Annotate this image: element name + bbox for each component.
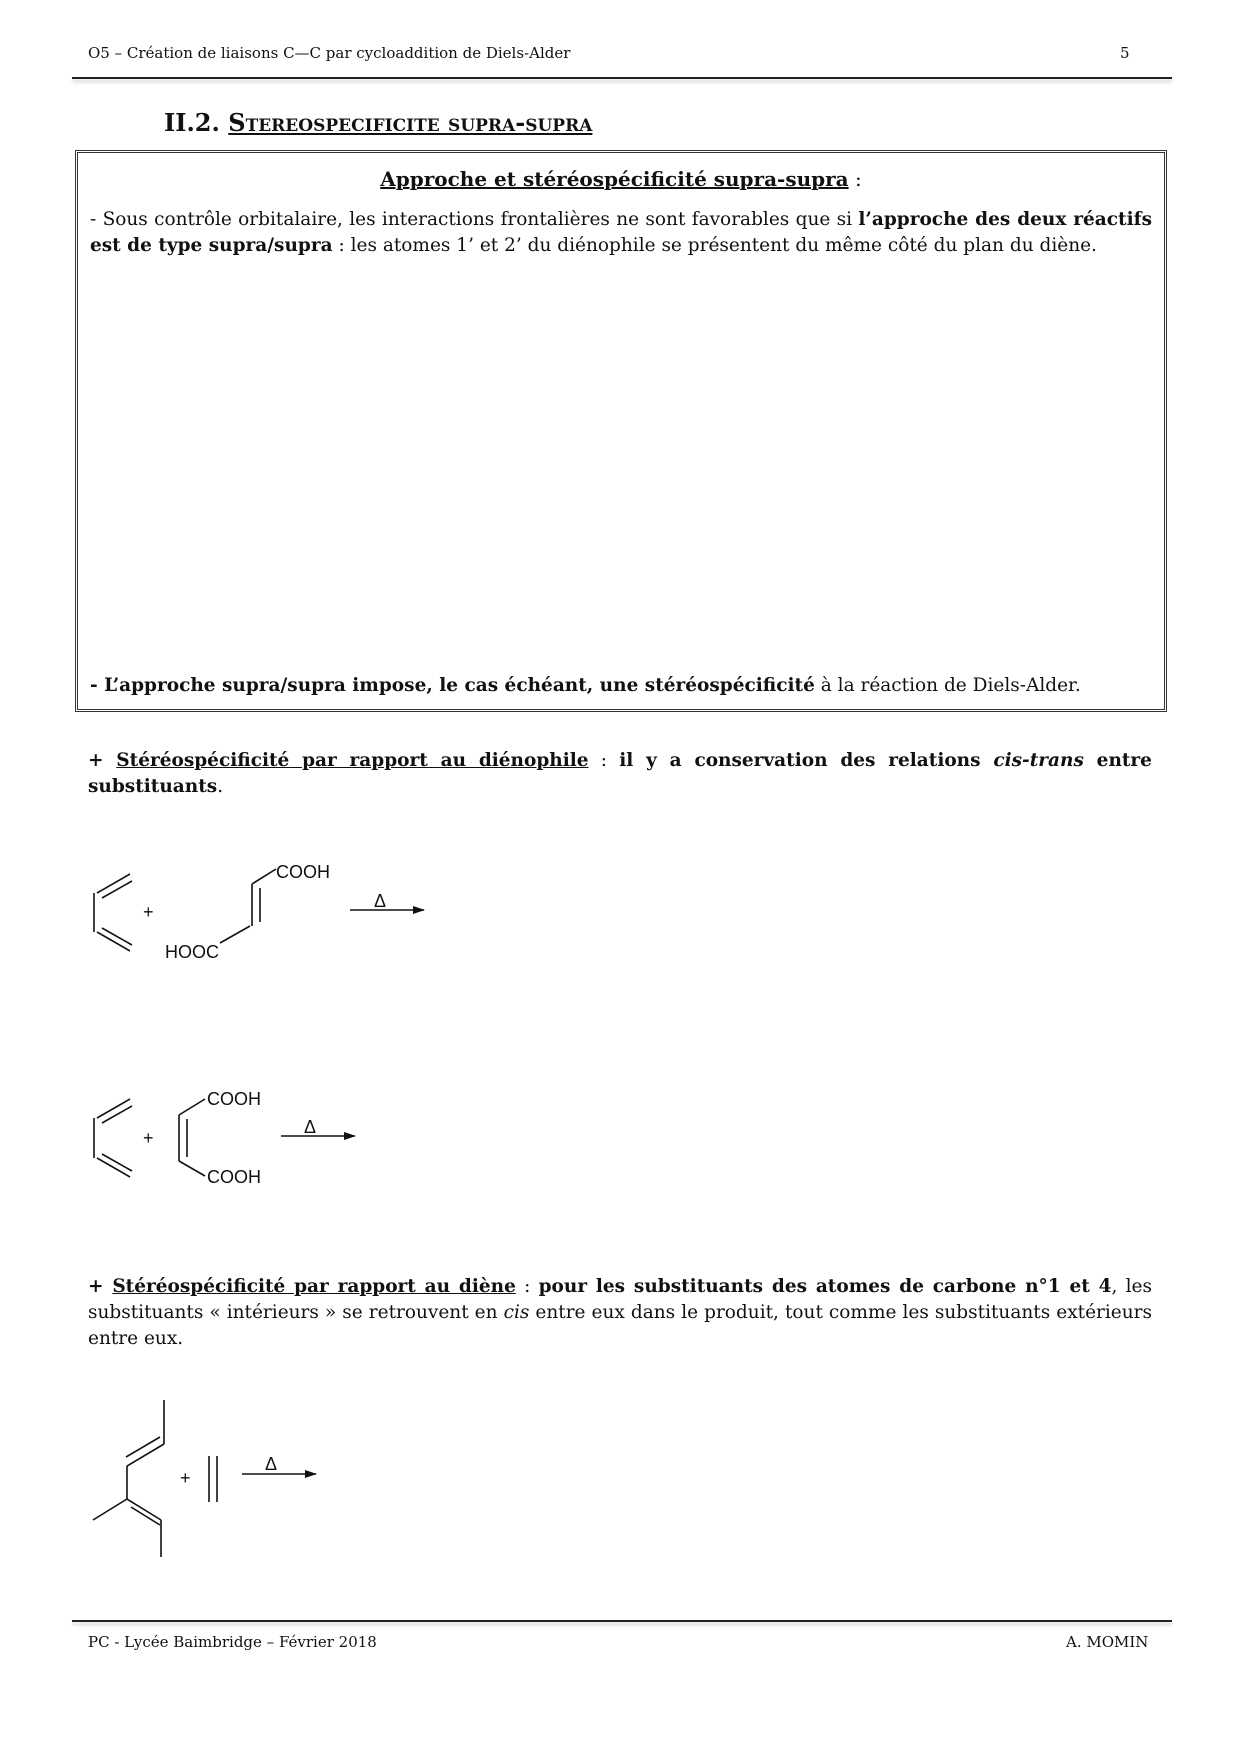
cooh-label-top: COOH	[276, 862, 330, 882]
reaction-1	[94, 862, 424, 962]
cooh-label-bottom: COOH	[207, 1167, 261, 1187]
bullet-plus: +	[88, 1276, 113, 1297]
diene-label: Stéréospécificité par rapport au diène	[112, 1276, 516, 1297]
box-p2-bold: - L’approche supra/supra impose, le cas échéant, une stéréospécificité	[90, 675, 815, 696]
box-title-colon: :	[848, 167, 862, 191]
cooh-label-top: COOH	[207, 1089, 261, 1109]
section-title-text: Stereospecificite supra-supra	[228, 108, 593, 137]
heat-symbol: Δ	[374, 891, 387, 911]
fumaric-acid	[220, 869, 276, 943]
cis-trans-italic: cis-trans	[993, 750, 1084, 771]
dienophile-label: Stéréospécificité par rapport au diénophile	[116, 750, 589, 771]
butadiene-1	[94, 874, 132, 951]
box-title-text: Approche et stéréospécificité supra-supra	[380, 167, 849, 191]
hooc-label-bottom: HOOC	[165, 942, 219, 962]
box-p1-start: - Sous contrôle orbitalaire, les interactions frontalières ne sont favorables que si	[90, 209, 859, 230]
substituted-diene	[93, 1400, 164, 1557]
running-header-title: O5 – Création de liaisons C—C par cycloaddition de Diels-Alder	[88, 44, 571, 62]
box-p1-bold: l’approche des deux réactifs est de type supra/supra	[90, 209, 1152, 256]
plus-sign: +	[180, 1468, 191, 1488]
footer-rule	[72, 1620, 1172, 1622]
plus-sign: +	[143, 902, 154, 922]
separator: :	[588, 750, 620, 771]
footer-author: A. MOMIN	[1066, 1633, 1149, 1651]
footer-left: PC - Lycée Baimbridge – Février 2018	[88, 1633, 377, 1651]
box-p2-end: à la réaction de Diels-Alder.	[814, 675, 1081, 696]
separator: :	[515, 1276, 539, 1297]
reaction-3	[93, 1400, 316, 1557]
bullet-plus: +	[88, 750, 117, 771]
ethylene	[209, 1456, 217, 1502]
butadiene-2	[94, 1099, 132, 1177]
section-number: II.2.	[164, 108, 220, 137]
box-p1-end: : les atomes 1’ et 2’ du diénophile se présentent du même côté du plan du diène.	[332, 235, 1097, 256]
heat-symbol: Δ	[265, 1454, 278, 1474]
diene-bold: pour les substituants des atomes de carbone n°1 et 4	[538, 1276, 1112, 1297]
dienophile-bold-b: entre substituants	[88, 750, 1152, 797]
maleic-acid	[179, 1099, 205, 1176]
plus-sign: +	[143, 1128, 154, 1148]
reaction-2	[94, 1089, 355, 1187]
cis-italic: cis	[503, 1302, 530, 1323]
page-number: 5	[1120, 44, 1130, 62]
dienophile-bold-a: il y a conservation des relations	[619, 750, 994, 771]
period: .	[217, 776, 224, 797]
diene-text-a: , les substituants « intérieurs » se retrouvent en	[88, 1276, 1152, 1323]
diene-text-b: entre eux dans le produit, tout comme les substituants extérieurs entre eux.	[88, 1302, 1152, 1349]
heat-symbol: Δ	[304, 1117, 317, 1137]
